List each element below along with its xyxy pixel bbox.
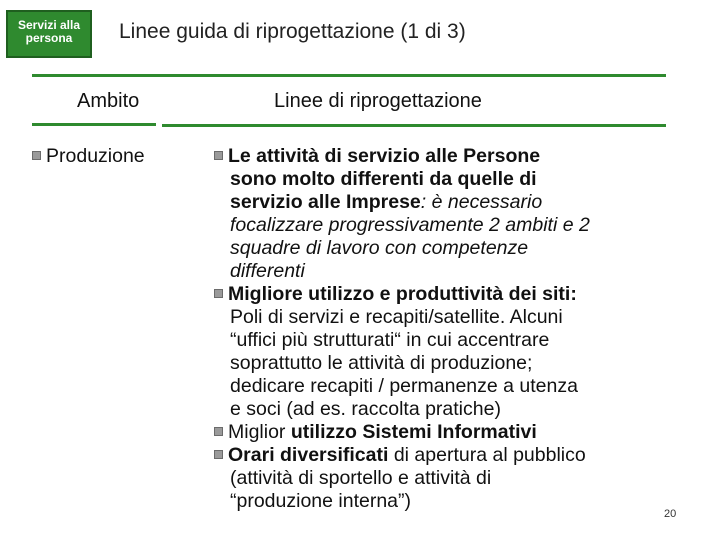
list-item-line: squadre di lavoro con competenze	[230, 237, 529, 259]
list-item-line: soprattutto le attività di produzione;	[230, 352, 533, 374]
list-item-line: servizio alle Imprese: è necessario	[230, 191, 543, 213]
column-header-ambito: Ambito	[77, 90, 140, 112]
header-top-rule	[32, 74, 666, 77]
page-number: 20	[664, 508, 677, 520]
list-item: Le attività di servizio alle Persone	[214, 145, 590, 168]
list-item-line: differenti	[230, 260, 305, 282]
header-bottom-rule-left	[32, 123, 156, 126]
guidelines-list	[214, 145, 590, 513]
list-item: Orari diversificati di apertura al pubblico	[214, 444, 590, 467]
list-item: Migliore utilizzo e produttività dei siti:	[214, 283, 590, 306]
list-item-line: “uffici più strutturati“ in cui accentrare	[230, 329, 550, 351]
square-bullet-icon	[214, 427, 223, 436]
square-bullet-icon	[214, 450, 223, 459]
logo-line-2: persona	[25, 31, 73, 45]
square-bullet-icon	[214, 289, 223, 298]
header-bottom-rule-right	[162, 124, 666, 127]
list-item-line: focalizzare progressivamente 2 ambiti e 2	[230, 214, 590, 236]
list-item-line: e soci (ad es. raccolta pratiche)	[230, 398, 501, 420]
list-item-line: (attività di sportello e attività di	[230, 467, 492, 489]
list-item-line: Poli di servizi e recapiti/satellite. Alcuni	[230, 306, 563, 328]
page-title: Linee guida di riprogettazione (1 di 3)	[119, 20, 466, 43]
square-bullet-icon	[214, 151, 223, 160]
logo-line-1: Servizi alla	[17, 18, 81, 32]
column-header-linee: Linee di riprogettazione	[274, 90, 482, 112]
list-item-line: sono molto differenti da quelle di	[230, 168, 537, 190]
list-item-line: dedicare recapiti / permanenze a utenza	[230, 375, 578, 397]
row-label-text: Produzione	[46, 145, 145, 167]
list-item: Miglior utilizzo Sistemi Informativi	[214, 421, 590, 444]
square-bullet-icon	[32, 151, 41, 160]
row-label-produzione	[32, 145, 145, 168]
logo	[6, 10, 92, 58]
list-item-line: “produzione interna”)	[230, 490, 412, 512]
